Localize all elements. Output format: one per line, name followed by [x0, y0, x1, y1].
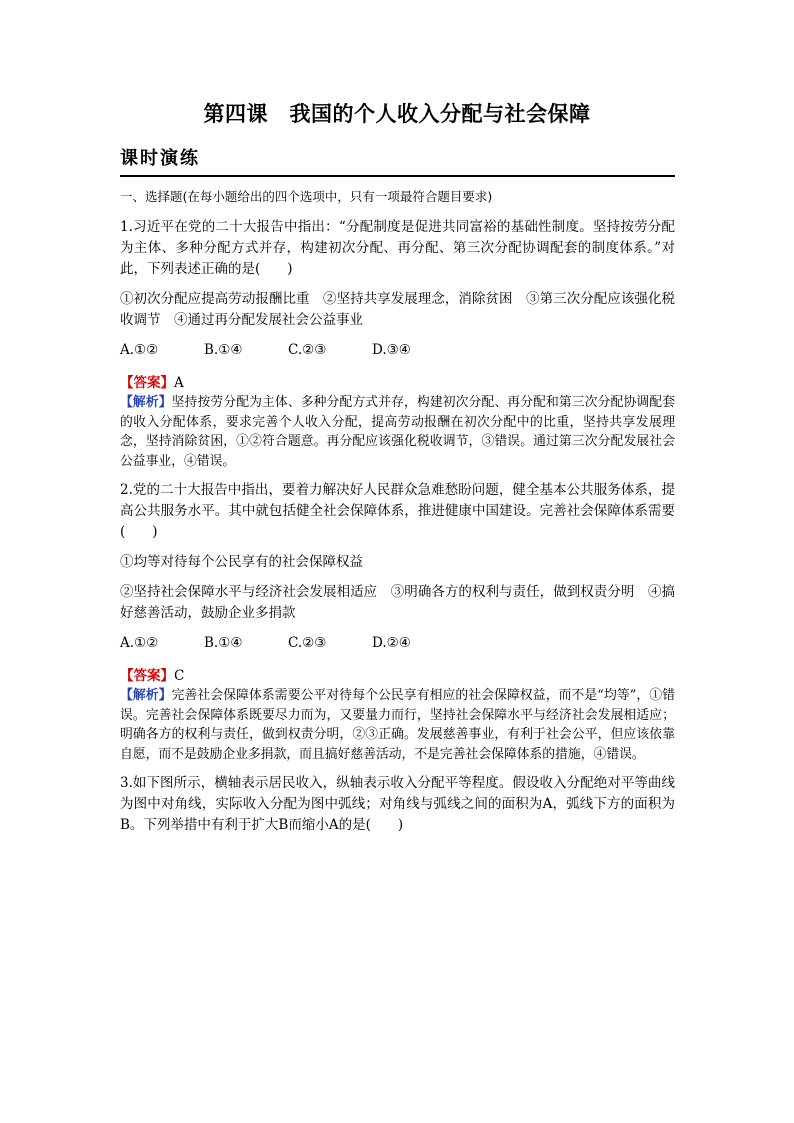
answer-label: 【答案】	[120, 375, 174, 391]
option-c: C.②③	[288, 342, 327, 358]
option-d: D.②④	[372, 635, 411, 651]
question-2-answer	[120, 667, 675, 686]
question-1-options	[120, 340, 675, 361]
analysis-text: 坚持按劳分配为主体、多种分配方式并存，构建初次分配、再分配和第三次分配协调配套的收入分配体系，要求完善个人收入分配，提高劳动报酬在初次分配中的比重，坚持共享发展理念，坚持消除贫困，①②符合题意。再分配应该强化税收调节，③错误。通过第三次分配发展社会公益事业，④错误。	[120, 395, 676, 469]
analysis-text: 完善社会保障体系需要公平对待每个公民享有相应的社会保障权益，而不是“均等”，①错误。完善社会保障体系既要尽力而为，又要量力而行，坚持社会保障水平与经济社会发展相适应；明确各方的权利与责任，做到权责分明，②③正确。发展慈善事业，有利于社会公平，但应该依靠自愿，而不是鼓励企业多捐款，而且搞好慈善活动，不是完善社会保障体系的措施，④错误。	[120, 688, 675, 762]
question-1-stem: 1.习近平在党的二十大报告中指出：“分配制度是促进共同富裕的基础性制度。坚持按劳分配为主体、多种分配方式并存，构建初次分配、再分配、第三次分配协调配套的制度体系。”对此，下列表述正确的是( )	[120, 219, 675, 277]
question-2-statement-2: ②坚持社会保障水平与经济社会发展相适应 ③明确各方的权利与责任，做到权责分明 ④搞好慈善活动，鼓励企业多捐款	[120, 584, 675, 621]
question-1-analysis	[120, 393, 675, 471]
option-a: A.①②	[120, 635, 159, 651]
section-header: 课时演练	[120, 144, 675, 177]
question-1-statements: ①初次分配应提高劳动报酬比重 ②坚持共享发展理念，消除贫困 ③第三次分配应该强化税收调节 ④通过再分配发展社会公益事业	[120, 291, 675, 328]
analysis-label: 【解析】	[120, 395, 172, 410]
answer-value: C	[174, 668, 185, 684]
analysis-label: 【解析】	[120, 688, 172, 703]
option-b: B.①④	[204, 635, 243, 651]
question-2-options	[120, 633, 675, 654]
lesson-title: 第四课 我国的个人收入分配与社会保障	[203, 102, 591, 126]
question-3-stem: 3.如下图所示，横轴表示居民收入，纵轴表示收入分配平等程度。假设收入分配绝对平等曲线为图中对角线，实际收入分配为图中弧线；对角线与弧线之间的面积为A，弧线下方的面积为B。下列举措中有利于扩大B而缩小A的是( )	[120, 775, 675, 833]
question-2-analysis	[120, 686, 675, 764]
instruction-text: 一、选择题(在每小题给出的四个选项中，只有一项最符合题目要求)	[120, 189, 493, 204]
answer-value: A	[174, 375, 184, 391]
question-1-answer	[120, 374, 675, 393]
question-2-stem: 2.党的二十大报告中指出，要着力解决好人民群众急难愁盼问题，健全基本公共服务体系，提高公共服务水平。其中就包括健全社会保障体系，推进健康中国建设。完善社会保障体系需要( )	[120, 482, 675, 540]
question-2-statement-1: ①均等对待每个公民享有的社会保障权益	[120, 554, 363, 570]
option-a: A.①②	[120, 342, 159, 358]
option-b: B.①④	[204, 342, 243, 358]
option-c: C.②③	[288, 635, 327, 651]
question-content	[120, 186, 675, 845]
option-d: D.③④	[372, 342, 411, 358]
answer-label: 【答案】	[120, 668, 174, 684]
